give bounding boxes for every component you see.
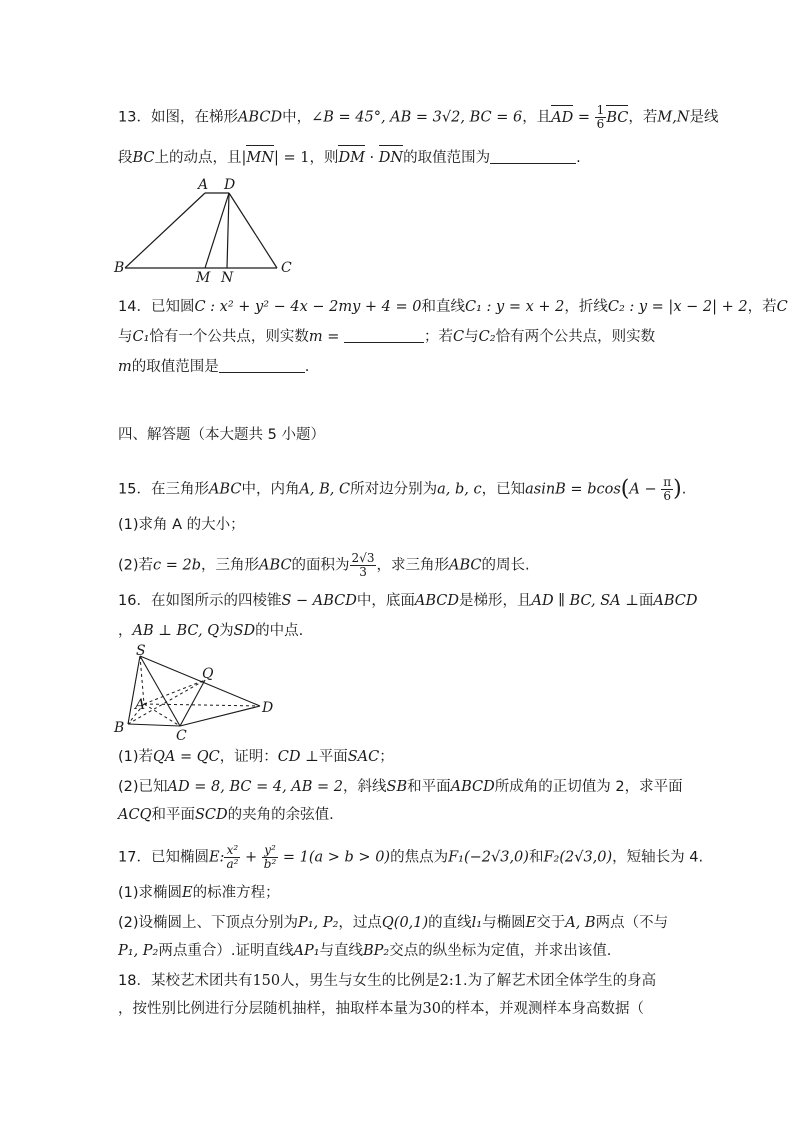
answer-blank	[344, 328, 424, 343]
label-Q: Q	[202, 666, 214, 682]
q16-part1: (1)若QA = QC，证明：CD ⊥平面SAC；	[118, 749, 394, 765]
q17-part2-line1: (2)设椭圆上、下顶点分别为P₁, P₂，过点Q(0,1)的直线l₁与椭圆E交于A, B两点（不与	[118, 915, 669, 931]
frac-one-sixth: $\frac{1}{6}$	[596, 103, 605, 131]
q17-line1: 17．已知椭圆E: $\frac{\text{x²}}{\text{a²}}$ + $\frac{\text{y²}}{\text{b²}}$ = 1(a > b > 0)的焦点为F₁(−2√3,0)和F₂(2√3,0)，短轴长为 4.	[118, 843, 704, 871]
q18-line2: ，按性别比例进行分层随机抽样，抽取样本量为30的样本，并观测样本身高数据（	[118, 1001, 644, 1017]
pyramid-figure	[110, 642, 280, 742]
label-D: D	[224, 177, 236, 193]
q17-part1: (1)求椭圆E的标准方程；	[118, 885, 280, 901]
q15-part2: (2)若c = 2b，三角形ABC的面积为 $\frac{2√3}{3}$ ，求三角形ABC的周长.	[118, 551, 530, 579]
q16-part2-line2: ACQ和平面SCD的夹角的余弦值.	[118, 807, 334, 823]
q14-line2: 与C₁恰有一个公共点，则实数m = ；若C与C₂恰有两个公共点，则实数	[118, 329, 656, 345]
label-D: D	[262, 700, 274, 716]
label-B: B	[114, 260, 125, 276]
answer-blank	[219, 358, 305, 373]
label-A: A	[135, 697, 146, 713]
q14-line1: 14．已知圆C : x² + y² − 4x − 2my + 4 = 0和直线C₁ : y = x + 2，折线C₂ : y = |x − 2| + 2，若C	[118, 299, 788, 315]
label-B: B	[114, 720, 125, 736]
q16-line1: 16．在如图所示的四棱锥S − ABCD中，底面ABCD是梯形，且AD ∥ BC, SA ⊥面ABCD	[118, 593, 698, 609]
label-M: M	[196, 270, 211, 282]
q14-line3: m的取值范围是 .	[118, 359, 310, 375]
q15-part1: (1)求角 A 的大小；	[118, 517, 245, 533]
q15-line1: 15．在三角形ABC中，内角A, B, C所对边分别为a, b, c，已知asinB = bcos(A − $\frac{\pi}{6}$ ).	[118, 475, 687, 503]
label-A: A	[198, 177, 209, 193]
answer-blank	[490, 149, 576, 164]
q13-line2: 段BC上的动点，且|MN| = 1，则DM · DN的取值范围为 .	[118, 147, 678, 169]
q17-part2-line2: P₁, P₂两点重合）.证明直线AP₁与直线BP₂交点的纵坐标为定值，并求出该值.	[118, 943, 612, 959]
label-N: N	[221, 270, 234, 282]
q18-line1: 18．某校艺术团共有150人，男生与女生的比例是2:1.为了解艺术团全体学生的身高	[118, 973, 657, 989]
label-C: C	[176, 728, 187, 742]
frac-pi-sixth: $\frac{\pi}{6}$	[663, 475, 672, 503]
label-C: C	[281, 260, 292, 276]
frac-area: $\frac{2√3}{3}$	[351, 551, 375, 579]
q13-line1: 13．如图，在梯形ABCD中，∠B = 45°, AB = 3√2, BC = 6，且AD = $\frac{1}{6}$ BC，若M,N是线	[118, 103, 719, 131]
section-heading: 四、解答题（本大题共 5 小题）	[118, 427, 325, 443]
label-S: S	[136, 643, 146, 659]
q16-part2-line1: (2)已知AD = 8, BC = 4, AB = 2，斜线SB和平面ABCD所成角的正切值为 2，求平面	[118, 779, 683, 795]
trapezoid-figure	[110, 172, 310, 282]
q16-line2: ，AB ⊥ BC, Q为SD的中点.	[118, 623, 304, 639]
